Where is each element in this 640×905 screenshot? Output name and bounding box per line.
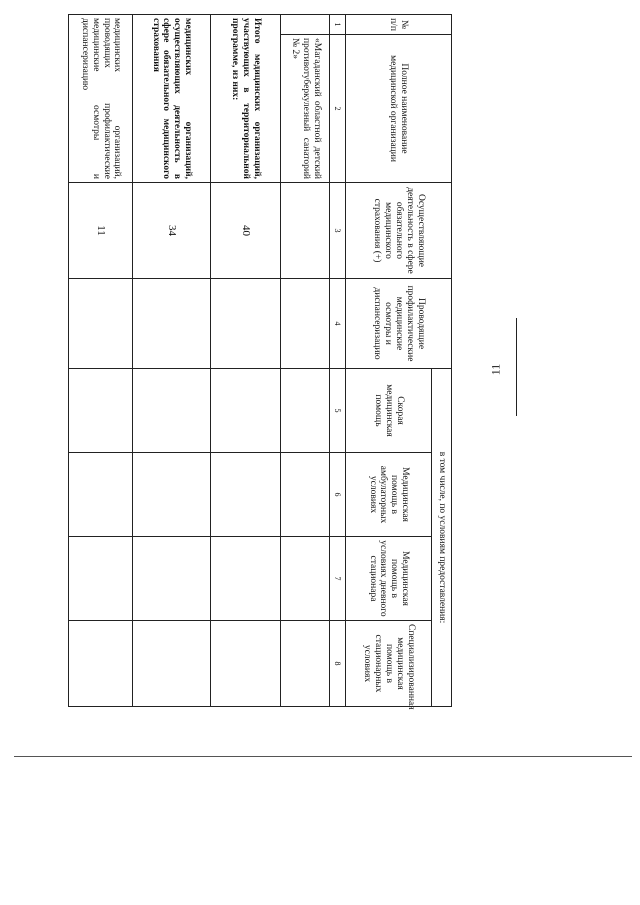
empty-cell <box>210 537 281 621</box>
row-organization-name: «Магаданский областной детский противотуберкулезный санаторий № 2» <box>281 35 330 183</box>
total-label: Итого медицинских организаций, участвующих в территориальной программе, из них: <box>210 15 281 183</box>
rotated-table-container <box>68 14 452 710</box>
empty-cell <box>210 621 281 707</box>
empty-cell <box>133 621 210 707</box>
header-day-hospital: Медицинская помощь в условиях дневного стационара <box>345 537 431 621</box>
column-number: 2 <box>330 35 346 183</box>
table-row <box>281 15 330 707</box>
table-holder <box>68 14 452 710</box>
header-emergency: Скорая медицинская помощь <box>345 369 431 453</box>
column-number: 4 <box>330 279 346 369</box>
column-number: 1 <box>330 15 346 35</box>
total-value: 40 <box>210 183 281 279</box>
row-day-hospital-cell <box>281 537 330 621</box>
empty-cell <box>133 453 210 537</box>
empty-cell <box>133 279 210 369</box>
empty-cell <box>69 621 133 707</box>
page-number: 11 <box>488 363 503 376</box>
total-row <box>133 15 210 707</box>
row-prof-cell <box>281 279 330 369</box>
empty-cell <box>210 369 281 453</box>
empty-cell <box>210 453 281 537</box>
total-row <box>210 15 281 707</box>
total-value: 11 <box>69 183 133 279</box>
total-value: 34 <box>133 183 210 279</box>
signature-line <box>516 318 517 416</box>
column-number: 8 <box>330 621 346 707</box>
organizations-table <box>68 14 452 710</box>
total-row <box>69 15 133 707</box>
total-label: медицинских организаций, проводящих профилактические медицинские осмотры и диспансеризацию <box>69 15 133 183</box>
column-number: 7 <box>330 537 346 621</box>
empty-cell <box>69 279 133 369</box>
header-prof: Проводящие профилактические медицинские осмотры и диспансеризацию <box>345 279 451 369</box>
page-divider <box>14 756 632 757</box>
empty-cell <box>210 279 281 369</box>
empty-cell <box>69 369 133 453</box>
header-conditions-group: в том числе, по условиям предоставления: <box>432 369 452 707</box>
empty-cell <box>133 369 210 453</box>
total-label: медицинских организаций, осуществляющих деятельность в сфере обязательного медицинского страхования <box>133 15 210 183</box>
header-index: № п/п <box>345 15 451 35</box>
column-number: 6 <box>330 453 346 537</box>
empty-cell <box>69 453 133 537</box>
row-emergency-cell <box>281 369 330 453</box>
empty-cell <box>133 537 210 621</box>
row-index <box>281 15 330 35</box>
header-oms: Осуществляющие деятельность в сфере обязательного медицинского страхования (+) <box>345 183 451 279</box>
row-ambulatory-cell <box>281 453 330 537</box>
empty-cell <box>69 537 133 621</box>
row-specialized-cell <box>281 621 330 707</box>
column-number: 3 <box>330 183 346 279</box>
row-oms-cell <box>281 183 330 279</box>
header-name: Полное наименование медицинской организации <box>345 35 451 183</box>
column-number: 5 <box>330 369 346 453</box>
header-ambulatory: Медицинская помощь в амбулаторных условиях <box>345 453 431 537</box>
header-specialized: Специализированная медицинская помощь в стационарных условиях <box>345 621 431 707</box>
